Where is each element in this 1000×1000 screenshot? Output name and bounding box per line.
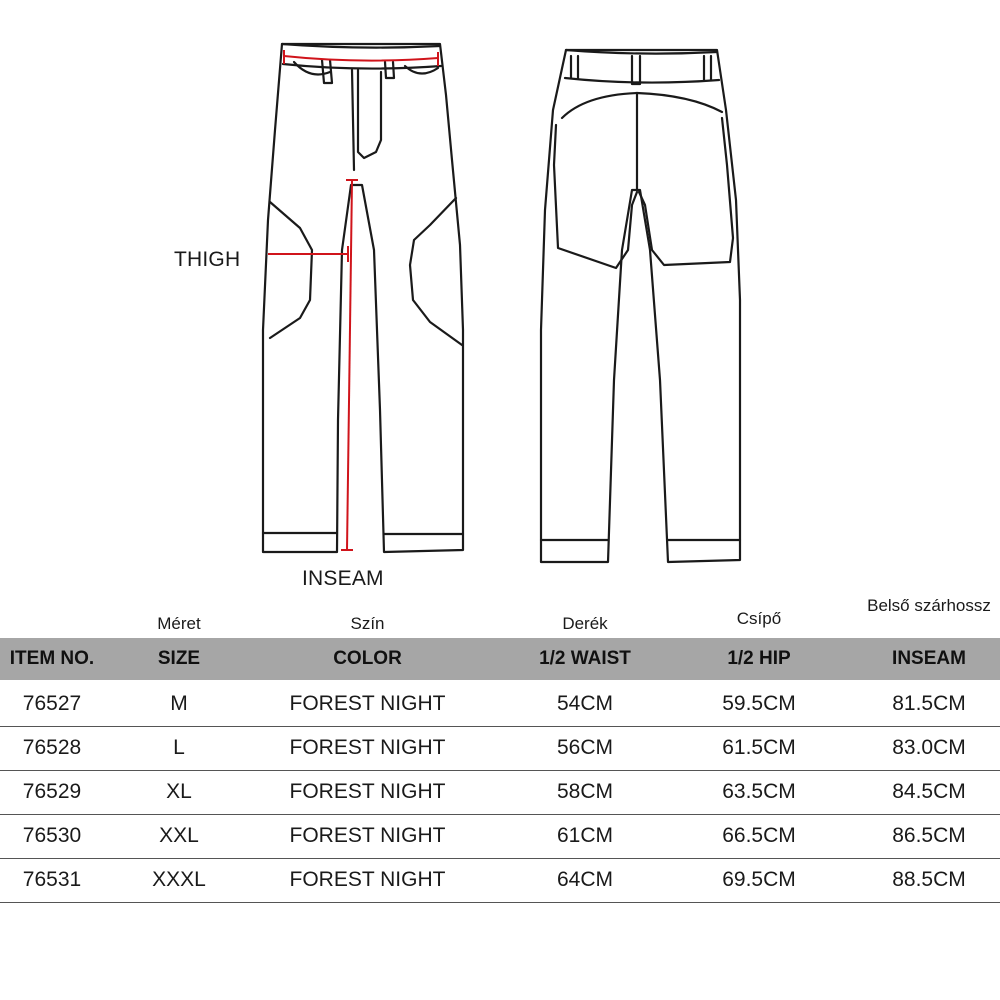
cell-item-no: 76528 — [22, 736, 82, 759]
cell-size: XXL — [159, 824, 199, 847]
cell-size: XL — [166, 780, 192, 803]
subheader-inseam: Belső szárhossz — [867, 596, 991, 615]
table-row — [0, 682, 1000, 727]
cell-item-no: 76529 — [22, 780, 82, 803]
inseam-measure-line — [347, 180, 352, 550]
cell-half-hip: 69.5CM — [722, 868, 796, 891]
cell-half-waist: 64CM — [556, 868, 614, 891]
header-half-hip: 1/2 HIP — [727, 648, 791, 669]
header-size: SIZE — [157, 648, 201, 669]
cell-half-hip: 63.5CM — [722, 780, 796, 803]
cell-inseam: 83.0CM — [892, 736, 966, 759]
cell-half-waist: 54CM — [556, 692, 614, 715]
cell-item-no: 76527 — [22, 692, 82, 715]
cell-half-hip: 59.5CM — [722, 692, 796, 715]
cell-half-hip: 66.5CM — [722, 824, 796, 847]
cell-size: M — [170, 692, 188, 715]
cell-inseam: 81.5CM — [892, 692, 966, 715]
cell-half-hip: 61.5CM — [722, 736, 796, 759]
header-item-no: ITEM NO. — [9, 648, 95, 669]
cell-inseam: 84.5CM — [892, 780, 966, 803]
header-half-waist: 1/2 WAIST — [539, 648, 631, 669]
header-inseam: INSEAM — [892, 648, 966, 669]
header-color: COLOR — [333, 648, 402, 669]
cell-half-waist: 58CM — [556, 780, 614, 803]
cell-size: XXXL — [152, 868, 206, 891]
pants-front-view — [263, 44, 463, 552]
cell-color: FOREST NIGHT — [289, 692, 446, 715]
subheader-size: Méret — [157, 614, 201, 633]
waist-measure-line — [284, 56, 438, 61]
cell-size: L — [173, 736, 185, 759]
cell-color: FOREST NIGHT — [289, 824, 446, 847]
cell-color: FOREST NIGHT — [289, 780, 446, 803]
cell-color: FOREST NIGHT — [289, 736, 446, 759]
cell-color: FOREST NIGHT — [289, 868, 446, 891]
cell-inseam: 88.5CM — [892, 868, 966, 891]
table-row — [0, 726, 1000, 771]
cell-half-waist: 61CM — [556, 824, 614, 847]
table-row — [0, 770, 1000, 815]
subheader-color: Szín — [350, 614, 385, 633]
subheader-waist: Derék — [562, 614, 608, 633]
table-row — [0, 858, 1000, 903]
cell-item-no: 76530 — [22, 824, 82, 847]
pants-back-view — [541, 50, 740, 562]
cell-item-no: 76531 — [22, 868, 82, 891]
inseam-label: INSEAM — [302, 567, 384, 590]
table-row — [0, 814, 1000, 859]
size-table-header — [0, 638, 1000, 680]
cell-half-waist: 56CM — [556, 736, 614, 759]
cell-inseam: 86.5CM — [892, 824, 966, 847]
thigh-label: THIGH — [174, 248, 241, 271]
subheader-hip: Csípő — [736, 609, 782, 628]
